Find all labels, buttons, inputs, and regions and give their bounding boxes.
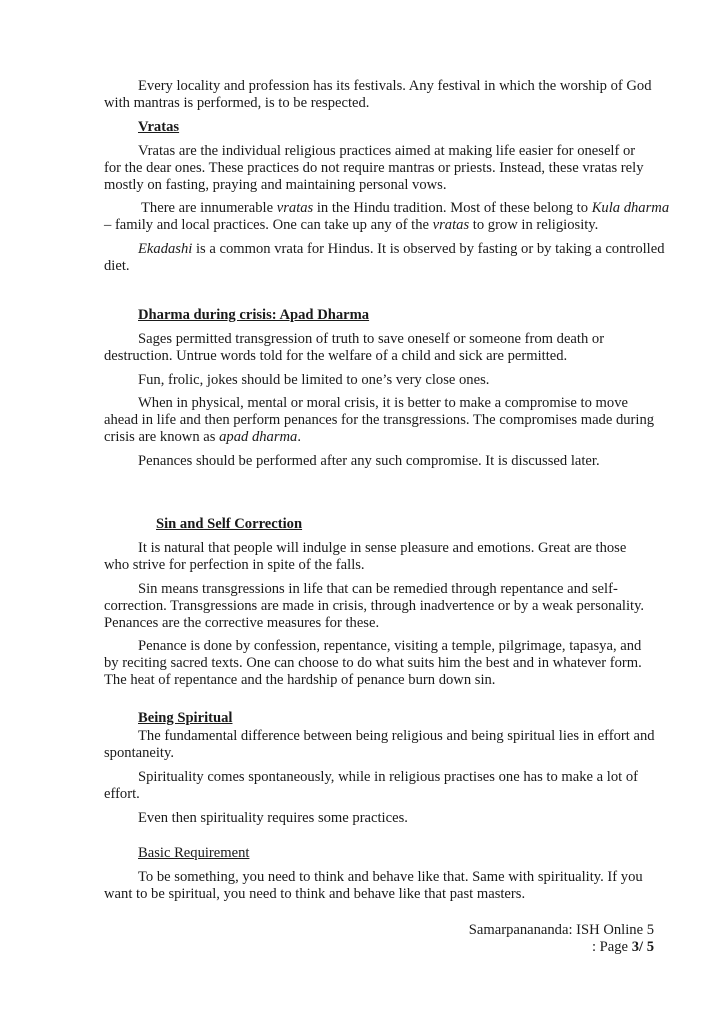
sin-p2-line-3: Penances are the corrective measures for these.	[104, 615, 380, 631]
apad-dharma-heading: Dharma during crisis: Apad Dharma	[138, 307, 370, 323]
spiritual-p1-line-1: The fundamental difference between being religious and being spiritual lies in effort and	[138, 728, 655, 744]
spiritual-p3: Even then spirituality requires some practices.	[138, 810, 408, 826]
vratas-heading: Vratas	[138, 119, 180, 135]
spiritual-p1-line-2: spontaneity.	[104, 745, 174, 761]
spiritual-p4-line-2: want to be spiritual, you need to think and behave like that past masters.	[104, 886, 526, 902]
apad-p1-line-2: destruction. Untrue words told for the welfare of a child and sick are permitted.	[104, 348, 568, 364]
apad-p3-line-3: crisis are known as apad dharma.	[104, 429, 302, 445]
apad-p4: Penances should be performed after any such compromise. It is discussed later.	[138, 453, 600, 469]
apad-p3-line-2: ahead in life and then perform penances for the transgressions. The compromises made during	[104, 412, 655, 428]
spiritual-p2-line-1: Spirituality comes spontaneously, while in religious practises one has to make a lot of	[138, 769, 639, 785]
sin-p2-line-2: correction. Transgressions are made in crisis, through inadvertence or by a weak personality.	[104, 598, 645, 614]
intro-line-1: Every locality and profession has its festivals. Any festival in which the worship of God	[138, 78, 652, 94]
spiritual-p4-line-1: To be something, you need to think and behave like that. Same with spirituality. If you	[138, 869, 643, 885]
vratas-p1-line-1: Vratas are the individual religious practices aimed at making life easier for oneself or	[138, 143, 636, 159]
sin-p2-line-1: Sin means transgressions in life that can be remedied through repentance and self-	[138, 581, 618, 597]
vratas-p1-line-3: mostly on fasting, praying and maintaining personal vows.	[104, 177, 447, 193]
vratas-p2-line-1: There are innumerable vratas in the Hindu tradition. Most of these belong to Kula dharma	[141, 200, 670, 216]
footer-page-number: : Page 3/ 5	[591, 939, 654, 955]
spiritual-heading: Being Spiritual	[138, 710, 233, 726]
sin-p3-line-3: The heat of repentance and the hardship of penance burn down sin.	[104, 672, 496, 688]
sin-p3-line-2: by reciting sacred texts. One can choose to do what suits him the best and in whatever form.	[104, 655, 642, 671]
apad-p3-line-1: When in physical, mental or moral crisis, it is better to make a compromise to move	[138, 395, 628, 411]
vratas-p1-line-2: for the dear ones. These practices do not require mantras or priests. Instead, these vratas rely	[104, 160, 644, 176]
sin-heading: Sin and Self Correction	[156, 516, 303, 532]
spiritual-p2-line-2: effort.	[104, 786, 140, 802]
apad-p2: Fun, frolic, jokes should be limited to one’s very close ones.	[138, 372, 490, 388]
vratas-p3-line-1: Ekadashi is a common vrata for Hindus. It is observed by fasting or by taking a controlled	[138, 241, 665, 257]
sin-p1-line-1: It is natural that people will indulge in sense pleasure and emotions. Great are those	[138, 540, 627, 556]
vratas-p3-line-2: diet.	[104, 258, 130, 274]
vratas-p2-line-2: – family and local practices. One can take up any of the vratas to grow in religiosity.	[104, 217, 599, 233]
apad-p1-line-1: Sages permitted transgression of truth to save oneself or someone from death or	[138, 331, 605, 347]
intro-line-2: with mantras is performed, is to be respected.	[104, 95, 370, 111]
sin-p3-line-1: Penance is done by confession, repentance, visiting a temple, pilgrimage, tapasya, and	[138, 638, 642, 654]
footer-source: Samarpanananda: ISH Online 5	[468, 922, 654, 938]
basic-requirement-subheading: Basic Requirement	[138, 845, 250, 861]
sin-p1-line-2: who strive for perfection in spite of the falls.	[104, 557, 365, 573]
